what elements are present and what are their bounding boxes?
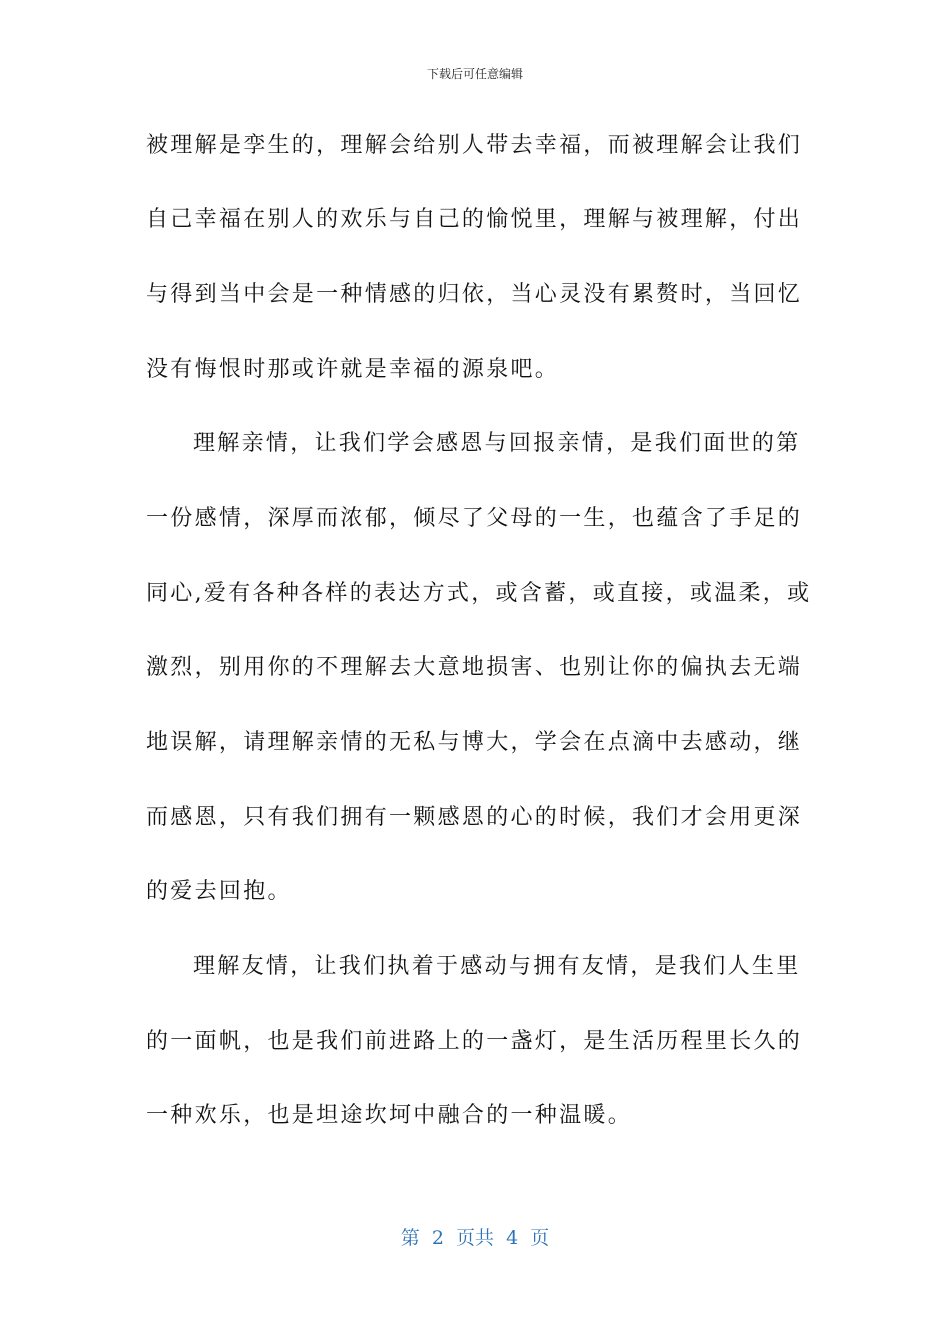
paragraph-first-line: 理解友情，让我们执着于感动与拥有友情，是我们人生里: [193, 954, 801, 979]
paragraph-line: 一份感情，深厚而浓郁，倾尽了父母的一生，也蕴含了手足的: [146, 506, 803, 531]
paragraph-line: 的一面帆，也是我们前进路上的一盏灯，是生活历程里长久的: [146, 1029, 803, 1054]
paragraph-line: 没有悔恨时那或许就是幸福的源泉吧。: [146, 357, 560, 382]
paragraph-line: 同心,爱有各种各样的表达方式，或含蓄，或直接，或温柔，或: [146, 581, 812, 606]
paragraph-line: 被理解是孪生的，理解会给别人带去幸福，而被理解会让我们: [146, 133, 803, 158]
paragraph-line: 而感恩，只有我们拥有一颗感恩的心的时候，我们才会用更深: [146, 805, 803, 830]
paragraph-line: 一种欢乐，也是坦途坎坷中融合的一种温暖。: [146, 1103, 633, 1128]
paragraph-line: 地误解，请理解亲情的无私与博大，学会在点滴中去感动，继: [146, 730, 803, 755]
paragraph-line: 与得到当中会是一种情感的归依，当心灵没有累赘时，当回忆: [146, 282, 803, 307]
page-number-footer: 第 2 页共 4 页: [400, 1227, 550, 1249]
paragraph-line: 激烈，别用你的不理解去大意地损害、也别让你的偏执去无端: [146, 655, 803, 680]
paragraph-line: 自己幸福在别人的欢乐与自己的愉悦里，理解与被理解，付出: [146, 207, 803, 232]
paragraph-line: 的爱去回抱。: [146, 879, 292, 904]
paragraph-first-line: 理解亲情，让我们学会感恩与回报亲情，是我们面世的第: [193, 431, 801, 456]
page-header: 下载后可任意编辑: [426, 67, 523, 81]
